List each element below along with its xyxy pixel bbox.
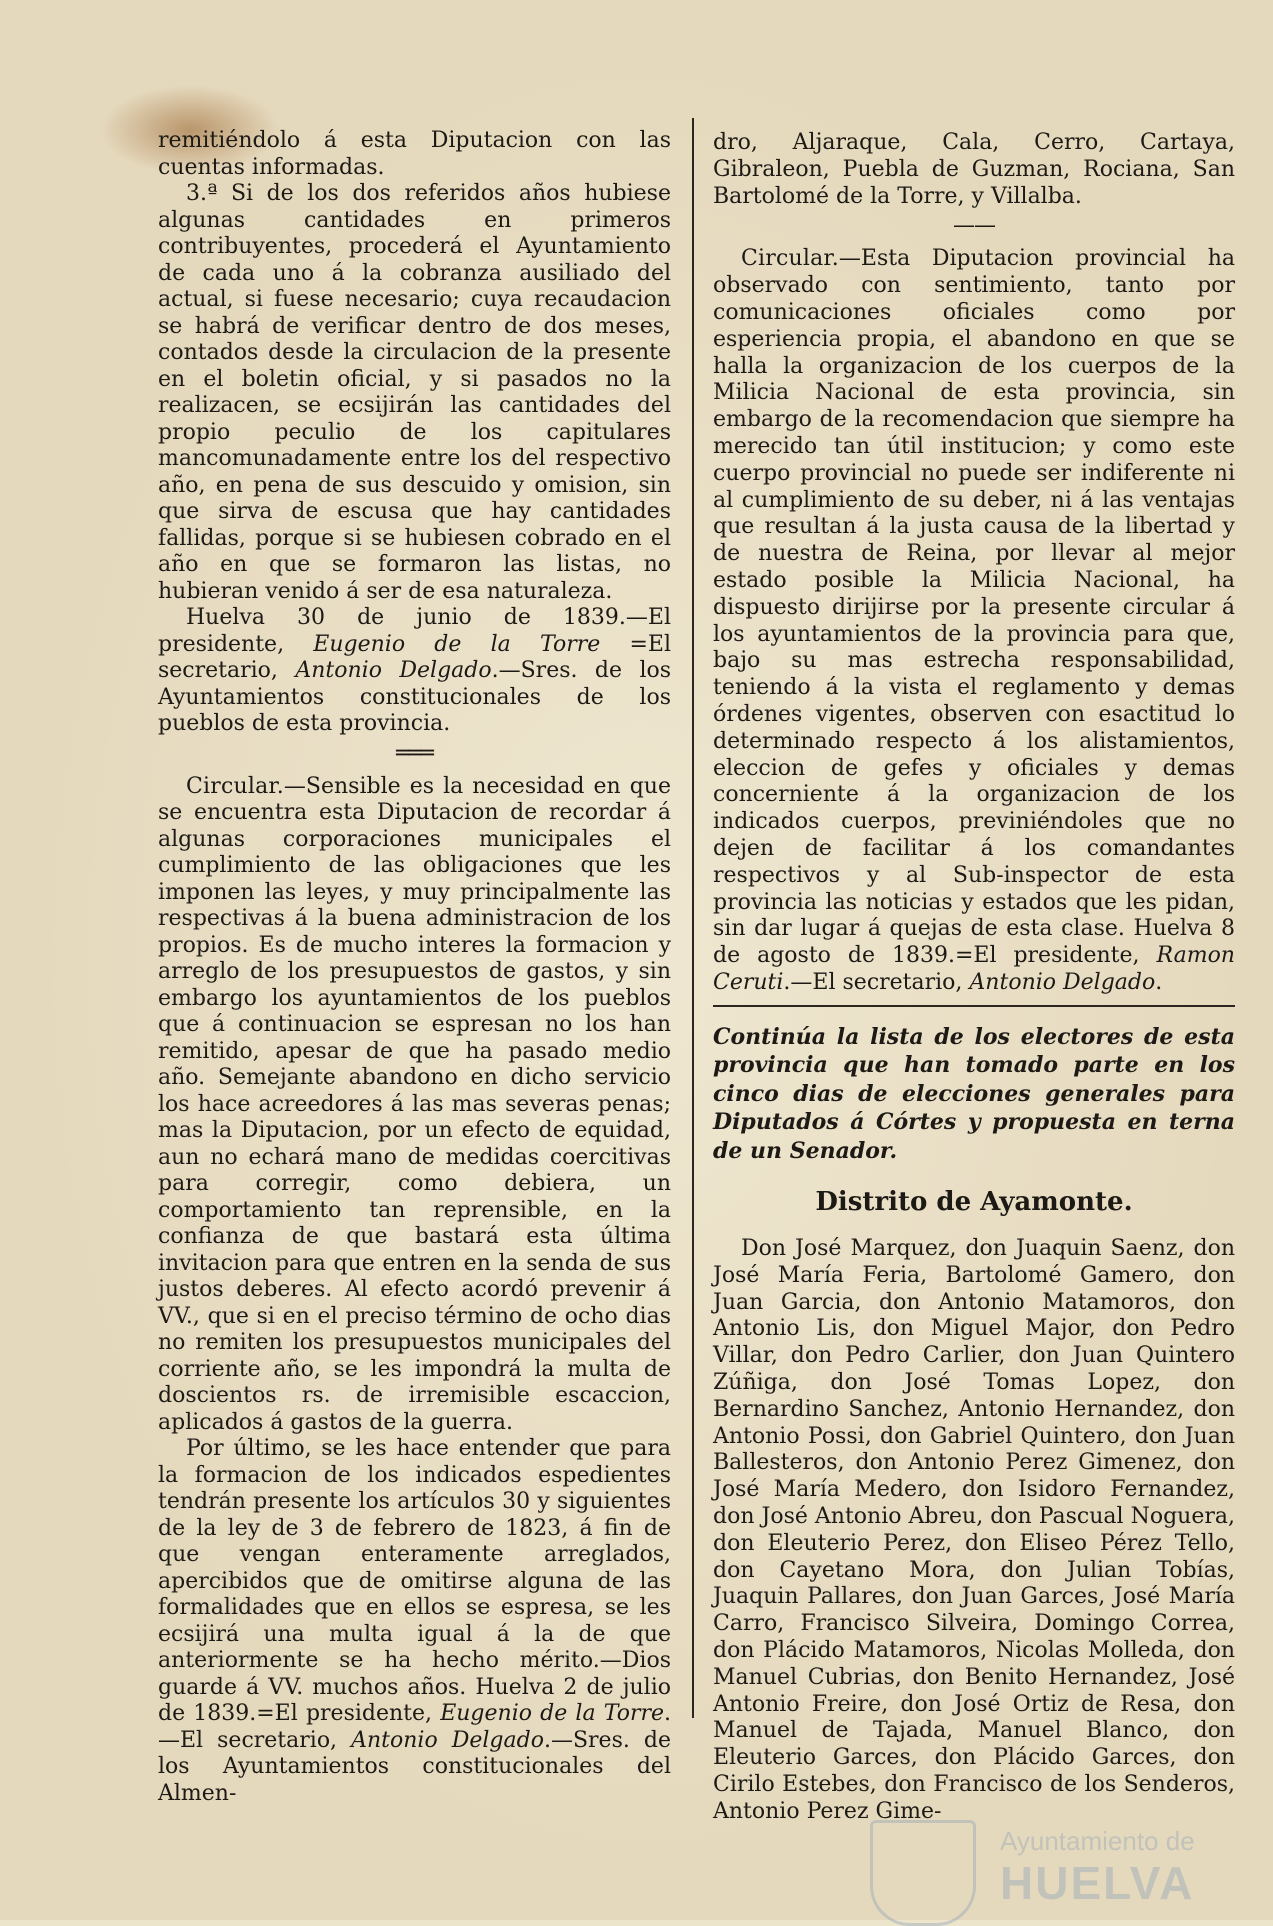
signature-tail: .—Sres. de los Ayuntamientos constitucionales del Almen-: [158, 1727, 671, 1806]
horizontal-rule: [713, 1005, 1235, 1007]
right-column: [713, 130, 1235, 1826]
secretary-name: Antonio Delgado: [969, 969, 1156, 995]
section-separator: ——: [953, 213, 995, 239]
circular-3: [713, 246, 1235, 996]
column-divider: [692, 118, 694, 1718]
signature-block-1: [158, 605, 671, 738]
circular-2-para-2: [158, 1436, 671, 1807]
circular-para-text: Por último, se les hace entender que para la formacion de los indicados espedientes tendrán presente los artículos 30 y siguientes de la ley de 3 de febrero de 1823, á fin de que vengan enteramente arreglados, apercibidos que de omitirse alguna de las formalidades que en ellos se espresa, se les ecsijirá una multa igual á la de que anteriormente se ha hecho mérito.—Dios guarde á VV. muchos años. Huelva 2 de julio de 1839.=El presidente,: [158, 1436, 671, 1726]
electors-list-heading: Continúa la lista de los electores de esta provincia que han tomado parte en los cinco dias de elecciones generales para Diputados á Córtes y propuesta en terna de un Senador.: [713, 1023, 1235, 1164]
towns-list: dro, Aljaraque, Cala, Cerro, Cartaya, Gibraleon, Puebla de Guzman, Rociana, San Bartolomé de la Torre, y Villalba.: [713, 130, 1235, 209]
paragraph-third-article: 3.ª Si de los dos referidos años hubiese algunas cantidades en primeros contribuyentes, procederá el Ayuntamiento de cada uno á la cobranza ausiliado del actual, si fuese necesario; cuya recaudacion se habrá de verificar dentro de dos meses, contados desde la circulacion de la presente en el boletin oficial, y si pasados no la realizacen, se ecsijirán las cantidades del propio peculio de los capitulares mancomunadamente entre los del respectivo año, en pena de sus descuido y omision, sin que sirva de escusa que hay cantidades fallidas, porque si se hubiesen cobrado en el año en que se formaron las listas, no hubieran venido á ser de esa naturaleza.: [158, 181, 671, 604]
signature-tail: .—Sres. de los Ayuntamientos constitucionales de los pueblos de esta provincia.: [158, 658, 672, 736]
archive-watermark: [870, 1820, 1230, 1916]
president-name: Eugenio de la Torre: [313, 631, 601, 657]
signature-mid: .—El secretario,: [158, 1701, 672, 1753]
circular-body: —Esta Diputacion provincial ha observado con sentimiento, tanto por comunicaciones oficiales como por esperiencia propia, el abandono en que se halla la organizacion de los cuerpos de la Milicia Nacional de esta provincia, sin embargo de la recomendacion que siempre ha merecido tan útil institucion; y como este cuerpo provincial no puede ser indiferente ni al cumplimiento de su deber, ni á las ventajas que resultan á la justa causa de la libertad y de nuestra de Reina, por llevar al mejor estado posible la Milicia Nacional, ha dispuesto dirijirse por la presente circular á los ayuntamientos de la provincia para que, bajo su mas estrecha responsabilidad, teniendo á la vista el reglamento y demas órdenes vigentes, observen con esactitud lo determinado respecto á los alistamientos, eleccion de gefes y oficiales y demas concerniente á la organizacion de los indicados cuerpos, previniéndoles que no dejen de facilitar á los comandantes respectivos y al Sub-inspector de esta provincia las noticias y estados que les pidan, sin dar lugar á quejas de esta clase. Huelva 8 de agosto de 1839.=El presidente,: [713, 246, 1235, 969]
section-separator: ═══: [396, 740, 433, 766]
circular-body: —Sensible es la necesidad en que se encuentra esta Diputacion de recordar á algunas corporaciones municipales el cumplimiento de las obligaciones que les imponen las leyes, y muy principalmente las respectivas á la buena administracion de los propios. Es de mucho interes la formacion y arreglo de los presupuestos de gastos, y sin embargo los ayuntamientos de los pueblos que á continuacion se espresan no los han remitido, apesar de que ha pasado medio año. Semejante abandono en dicho servicio los hace acreedores á las mas severas penas; mas la Diputacion, por un efecto de equidad, aun no echará mano de medidas coercitivas para corregir, como debiera, un comportamiento tan reprensible, en la confianza de que bastará esta última invitacion para que entren en la senda de sus justos deberes. Al efecto acordó prevenir á VV., que si en el preciso término de ocho dias no remiten los presupuestos municipales del corriente año, se les impondrá la multa de doscientos rs. de irremisible escaccion, aplicados á gastos de la guerra.: [158, 773, 671, 1435]
circular-label: Circular.: [186, 773, 284, 799]
signature-mid: =El secretario,: [158, 631, 671, 683]
district-title: Distrito de Ayamonte.: [815, 1187, 1133, 1218]
city-seal-icon: [870, 1820, 976, 1926]
signature-mid: .—El secretario,: [783, 969, 963, 995]
president-name: Eugenio de la Torre: [440, 1701, 665, 1726]
electors-list: Don José Marquez, don Juaquin Saenz, don José María Feria, Bartolomé Gamero, don Juan Garcia, don Antonio Matamoros, don Antonio Lis, don Miguel Major, don Pedro Villar, don Pedro Carlier, don Juan Quintero Zúñiga, don José Tomas Lopez, don Bernardino Sanchez, Antonio Hernandez, don Antonio Possi, don Gabriel Quintero, don Juan Ballesteros, don Antonio Perez Gimenez, don José María Medero, don Isidoro Fernandez, don José Antonio Abreu, don Pascual Noguera, don Eleuterio Perez, don Eliseo Pérez Tello, don Cayetano Mora, don Julian Tobías, Juaquin Pallares, don Juan Garces, José María Carro, Francisco Silveira, Domingo Correa, don Plácido Matamoros, Nicolas Molleda, don Manuel Cubrias, don Benito Hernandez, José Antonio Freire, don José Ortiz de Resa, don Manuel de Tajada, Manuel Blanco, don Eleuterio Garces, don Plácido Garces, don Cirilo Estebes, don Francisco de los Senderos, Antonio Perez Gime-: [713, 1236, 1235, 1824]
president-name: Ramon Ceruti: [713, 943, 1235, 995]
signature-date: Huelva 30 de junio de 1839.—El presidente,: [158, 605, 671, 657]
circular-2: [158, 774, 671, 1437]
circular-label: Circular.: [741, 246, 839, 272]
watermark-line-2: HUELVA: [1000, 1857, 1195, 1909]
watermark-line-1: Ayuntamiento de: [1000, 1826, 1195, 1856]
secretary-name: Antonio Delgado: [351, 1727, 544, 1753]
secretary-name: Antonio Delgado: [295, 658, 492, 683]
signature-tail: .: [1155, 969, 1163, 995]
paragraph-continuation: remitiéndolo á esta Diputacion con las cuentas informadas.: [158, 128, 671, 180]
left-column: [158, 128, 671, 1807]
